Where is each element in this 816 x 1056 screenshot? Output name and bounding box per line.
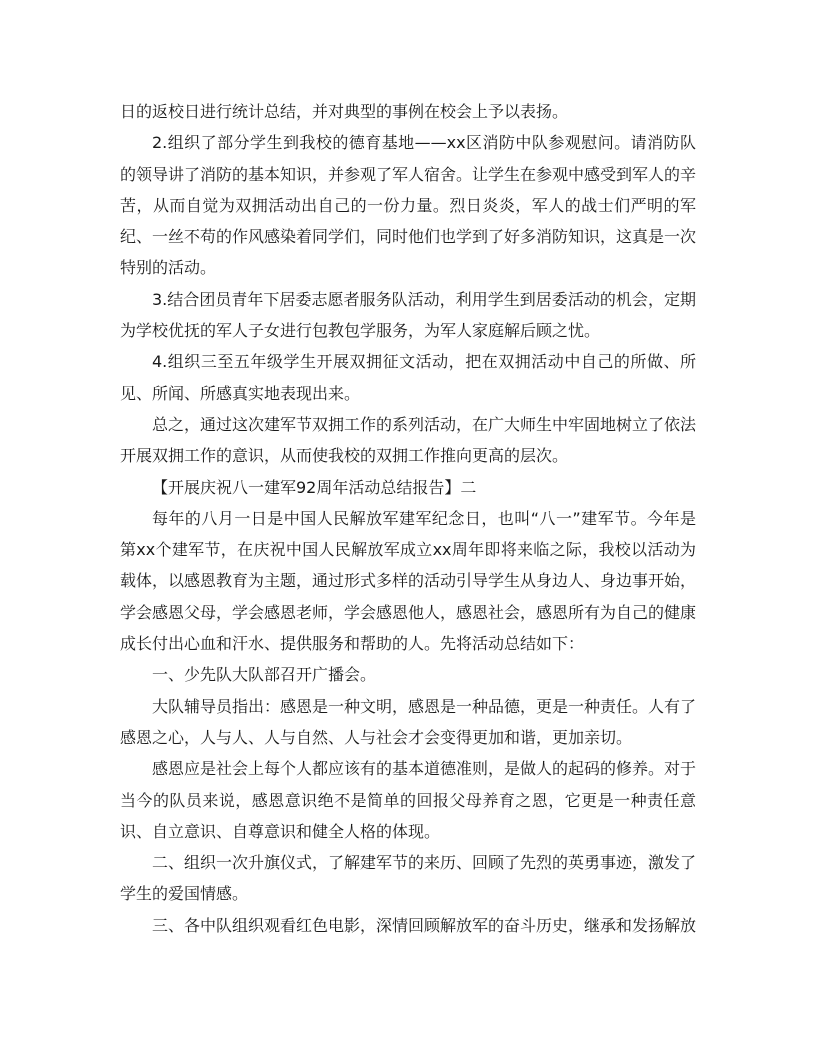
paragraph-section-1: 一、少先队大队部召开广播会。 — [152, 665, 377, 685]
paragraph-continuation: 日的返校日进行统计总结，并对典型的事例在校会上予以表扬。 — [120, 102, 569, 121]
paragraph-item-3: 3.结合团员青年下居委志愿者服务队活动，利用学生到居委活动的机会，定期为学校优抚的军人子女进行包教包学服务，为军人家庭解后顾之忧。 — [120, 289, 696, 341]
paragraph-section-3: 三、各中队组织观看红色电影，深情回顾解放军的奋斗历史，继承和发扬解放 — [152, 915, 697, 935]
document-body — [120, 96, 696, 941]
paragraph-counselor-quote: 大队辅导员指出：感恩是一种文明，感恩是一种品德，更是一种责任。人有了感恩之心，人与人、人与自然、人与社会才会变得更加和谐，更加亲切。 — [120, 696, 697, 747]
paragraph-gratitude: 感恩应是社会上每个人都应该有的基本道德准则，是做人的起码的修养。对于当今的队员来说，感恩意识绝不是简单的回报父母养育之恩，它更是一种责任意识、自立意识、自尊意识和健全人格的体现。 — [120, 759, 697, 841]
paragraph-section-2: 二、组织一次升旗仪式，了解建军节的来历、回顾了先烈的英勇事迹，激发了学生的爱国情感。 — [120, 853, 697, 904]
paragraph-item-4: 4.组织三至五年级学生开展双拥征文活动，把在双拥活动中自己的所做、所见、所闻、所感真实地表现出来。 — [120, 352, 696, 403]
paragraph-conclusion: 总之，通过这次建军节双拥工作的系列活动，在广大师生中牢固地树立了依法开展双拥工作的意识，从而使我校的双拥工作推向更高的层次。 — [120, 414, 697, 466]
section-heading: 【开展庆祝八一建军92周年活动总结报告】二 — [152, 477, 477, 497]
paragraph-item-2: 2.组织了部分学生到我校的德育基地——xx区消防中队参观慰问。请消防队的领导讲了消防的基本知识，并参观了军人宿舍。让学生在参观中感受到军人的辛苦，从而自觉为双拥活动出自己的一份力量。烈日炎炎，军人的战士们严明的军纪、一丝不苟的作风感染着同学们，同时他们也学到了好多消防知识，这真是一次特别的活动。 — [120, 133, 697, 278]
paragraph-intro: 每年的八月一日是中国人民解放军建军纪念日，也叫“八一”建军节。今年是第xx个建军节，在庆祝中国人民解放军成立xx周年即将来临之际，我校以活动为载体，以感恩教育为主题，通过形式多样的活动引导学生从身边人、身边事开始，学会感恩父母，学会感恩老师，学会感恩他人，感恩社会，感恩所有为自己的健康成长付出心血和汗水、提供服务和帮助的人。先将活动总结如下： — [120, 508, 697, 654]
